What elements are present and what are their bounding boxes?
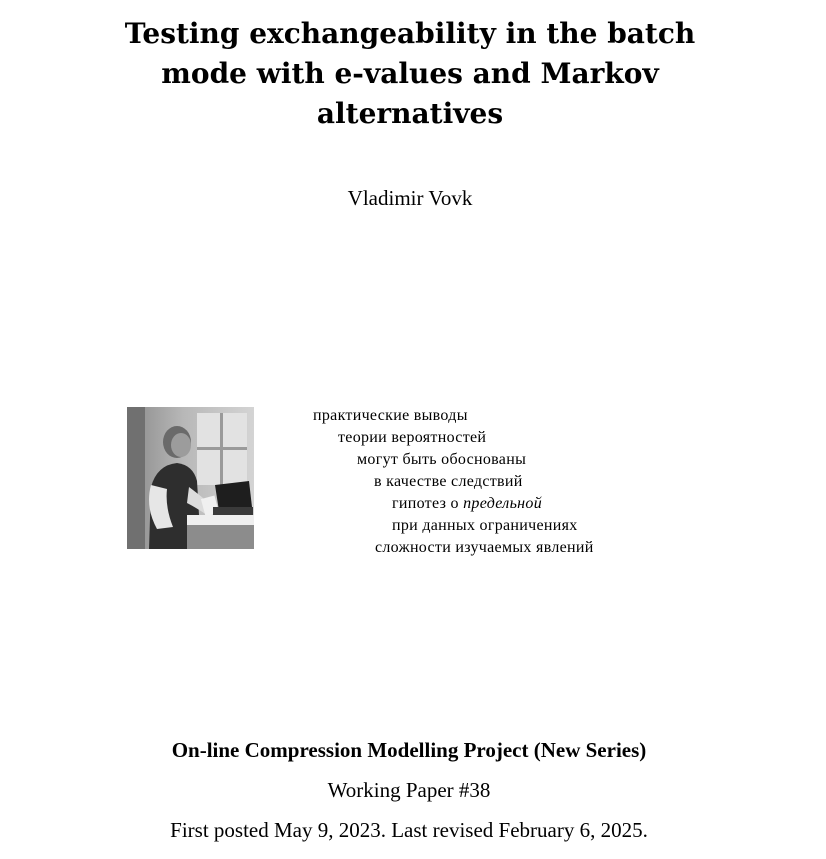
epigraph-line-5-text: гипотез о (392, 495, 459, 512)
epigraph-line-2: теории вероятностей (338, 429, 487, 446)
epigraph-line-7: сложности изучаемых явлений (375, 539, 594, 556)
title-line-2: mode with e-values and Markov (161, 57, 659, 90)
epigraph-line-5 (392, 495, 542, 513)
epigraph-line-1: практические выводы (313, 407, 468, 424)
project-name: On-line Compression Modelling Project (New Series) (171, 738, 647, 762)
epigraph-line-4: в качестве следствий (374, 473, 523, 490)
epigraph-line-3: могут быть обоснованы (357, 451, 527, 468)
paper-title (0, 14, 820, 134)
title-line-1: Testing exchangeability in the batch (124, 17, 696, 50)
epigraph-italic-word: предельной (463, 495, 542, 512)
epigraph-line-6: при данных ограничениях (392, 517, 578, 534)
portrait-photo (127, 407, 254, 549)
author-name: Vladimir Vovk (347, 186, 473, 210)
title-line-3: alternatives (316, 97, 504, 130)
working-paper-number: Working Paper #38 (327, 778, 491, 802)
posting-dates: First posted May 9, 2023. Last revised February 6, 2025. (170, 818, 648, 842)
